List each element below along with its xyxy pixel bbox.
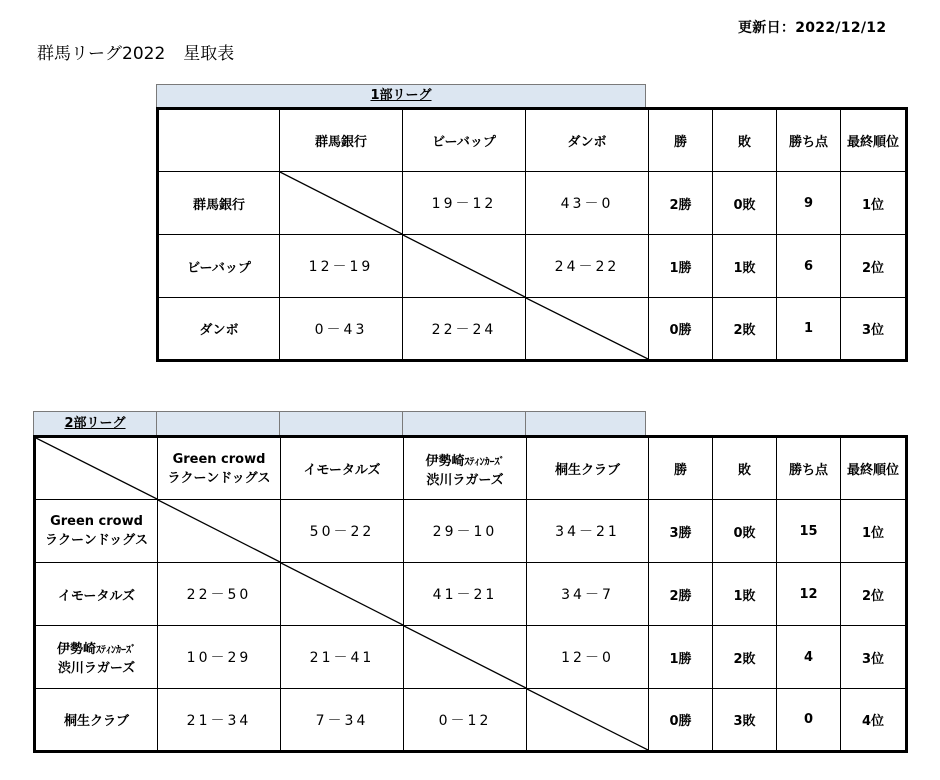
rank-cell: 4位 [841, 689, 907, 752]
score-cell: 41－21 [404, 563, 527, 626]
diagonal-cell [404, 626, 527, 689]
diagonal-line [280, 172, 402, 234]
header-team [404, 437, 527, 500]
update-date: 更新日：2022/12/12 [738, 20, 887, 36]
league2-header-row [35, 437, 907, 500]
score-cell: 21－41 [281, 626, 404, 689]
losses-cell: 2敗 [713, 298, 777, 361]
diagonal-stroke [403, 235, 525, 297]
score-cell: 7－34 [281, 689, 404, 752]
rank-cell: 1位 [841, 500, 907, 563]
league2-label-text: 2部リーグ [64, 416, 126, 431]
header-team-line2: 渋川ラガーズ [426, 472, 504, 488]
diagonal-cell [281, 563, 404, 626]
header-rank: 最終順位 [841, 109, 907, 172]
score-cell: 34－21 [527, 500, 649, 563]
losses-cell: 2敗 [713, 626, 777, 689]
row-team: 群馬銀行 [158, 172, 280, 235]
league1-label-text: 1部リーグ [370, 88, 432, 103]
score-cell: 0－43 [280, 298, 403, 361]
header-points: 勝ち点 [777, 109, 841, 172]
diagonal-cell [527, 689, 649, 752]
diagonal-cell [280, 172, 403, 235]
rank-cell: 2位 [841, 563, 907, 626]
score-cell: 50－22 [281, 500, 404, 563]
league2-header-band [279, 411, 403, 436]
row-team [35, 626, 158, 689]
wins-cell: 0勝 [649, 298, 713, 361]
league1-table [156, 107, 908, 362]
row-team: ダンボ [158, 298, 280, 361]
header-team: ダンボ [526, 109, 649, 172]
diagonal-cell [158, 500, 281, 563]
table-row [158, 298, 907, 361]
wins-cell: 0勝 [649, 689, 713, 752]
rank-cell: 2位 [841, 235, 907, 298]
diagonal-stroke [527, 689, 648, 750]
score-cell: 0－12 [404, 689, 527, 752]
league1-corner-cell [158, 109, 280, 172]
diagonal-line [158, 500, 280, 562]
diagonal-stroke [404, 626, 526, 688]
diagonal-line [526, 298, 648, 359]
diagonal-line [36, 438, 157, 499]
header-team: ビーバップ [403, 109, 526, 172]
header-team: イモータルズ [281, 437, 404, 500]
title-sub: 星取表 [183, 44, 235, 64]
wins-cell: 2勝 [649, 563, 713, 626]
rank-cell: 1位 [841, 172, 907, 235]
header-team [158, 437, 281, 500]
league2-header-band [156, 411, 280, 436]
points-cell: 15 [777, 500, 841, 563]
header-losses: 敗 [713, 109, 777, 172]
wins-cell: 2勝 [649, 172, 713, 235]
score-cell: 29－10 [404, 500, 527, 563]
diagonal-stroke [526, 298, 648, 359]
rank-cell: 3位 [841, 626, 907, 689]
row-team-line2: 渋川ラガーズ [57, 661, 136, 676]
table-row [158, 172, 907, 235]
points-cell: 9 [777, 172, 841, 235]
row-team-line1: 伊勢崎ｽﾃｨﾝｶｰｽﾞ [56, 642, 136, 657]
score-cell: 24－22 [526, 235, 649, 298]
league2-corner-cell [35, 437, 158, 500]
table-row [35, 500, 907, 563]
points-cell: 0 [777, 689, 841, 752]
score-cell: 12－19 [280, 235, 403, 298]
diagonal-stroke [158, 500, 280, 562]
table-row [35, 689, 907, 752]
score-cell: 34－7 [527, 563, 649, 626]
points-cell: 12 [777, 563, 841, 626]
header-wins: 勝 [649, 109, 713, 172]
wins-cell: 3勝 [649, 500, 713, 563]
wins-cell: 1勝 [649, 235, 713, 298]
diagonal-line [403, 235, 525, 297]
score-cell: 12－0 [527, 626, 649, 689]
row-team: ビーバップ [158, 235, 280, 298]
league2-header-band [525, 411, 646, 436]
score-cell: 19－12 [403, 172, 526, 235]
diagonal-line [281, 563, 403, 625]
diagonal-cell [526, 298, 649, 361]
header-losses: 敗 [713, 437, 777, 500]
header-wins: 勝 [649, 437, 713, 500]
diagonal-line [404, 626, 526, 688]
losses-cell: 3敗 [713, 689, 777, 752]
header-team-line1: 伊勢崎ｽﾃｨﾝｶｰｽﾞ [425, 453, 505, 469]
losses-cell: 1敗 [713, 563, 777, 626]
row-team-line2: ラクーンドッグス [44, 533, 149, 548]
header-team-line1: Green crowd [172, 451, 266, 467]
row-team-line1: Green crowd [50, 514, 143, 529]
diagonal-cell [403, 235, 526, 298]
score-cell: 43－0 [526, 172, 649, 235]
league1-label [156, 84, 646, 108]
table-row [158, 235, 907, 298]
diagonal-stroke [36, 438, 157, 499]
score-cell: 22－24 [403, 298, 526, 361]
table-row [35, 626, 907, 689]
losses-cell: 0敗 [713, 172, 777, 235]
losses-cell: 0敗 [713, 500, 777, 563]
diagonal-stroke [280, 172, 402, 234]
header-rank: 最終順位 [841, 437, 907, 500]
table-row [35, 563, 907, 626]
row-team: イモータルズ [35, 563, 158, 626]
points-cell: 4 [777, 626, 841, 689]
page-title [37, 39, 252, 64]
league2-header-band [402, 411, 526, 436]
league2-table [33, 435, 908, 753]
row-team: 桐生クラブ [35, 689, 158, 752]
header-points: 勝ち点 [777, 437, 841, 500]
points-cell: 6 [777, 235, 841, 298]
league2-label [33, 411, 157, 436]
header-team: 群馬銀行 [280, 109, 403, 172]
diagonal-line [527, 689, 648, 750]
title-main: 群馬リーグ2022 [37, 44, 166, 64]
points-cell: 1 [777, 298, 841, 361]
score-cell: 22－50 [158, 563, 281, 626]
wins-cell: 1勝 [649, 626, 713, 689]
losses-cell: 1敗 [713, 235, 777, 298]
diagonal-stroke [281, 563, 403, 625]
row-team [35, 500, 158, 563]
score-cell: 10－29 [158, 626, 281, 689]
header-team-line2: ラクーンドッグス [167, 470, 271, 486]
rank-cell: 3位 [841, 298, 907, 361]
score-cell: 21－34 [158, 689, 281, 752]
league1-header-row [158, 109, 907, 172]
header-team: 桐生クラブ [527, 437, 649, 500]
